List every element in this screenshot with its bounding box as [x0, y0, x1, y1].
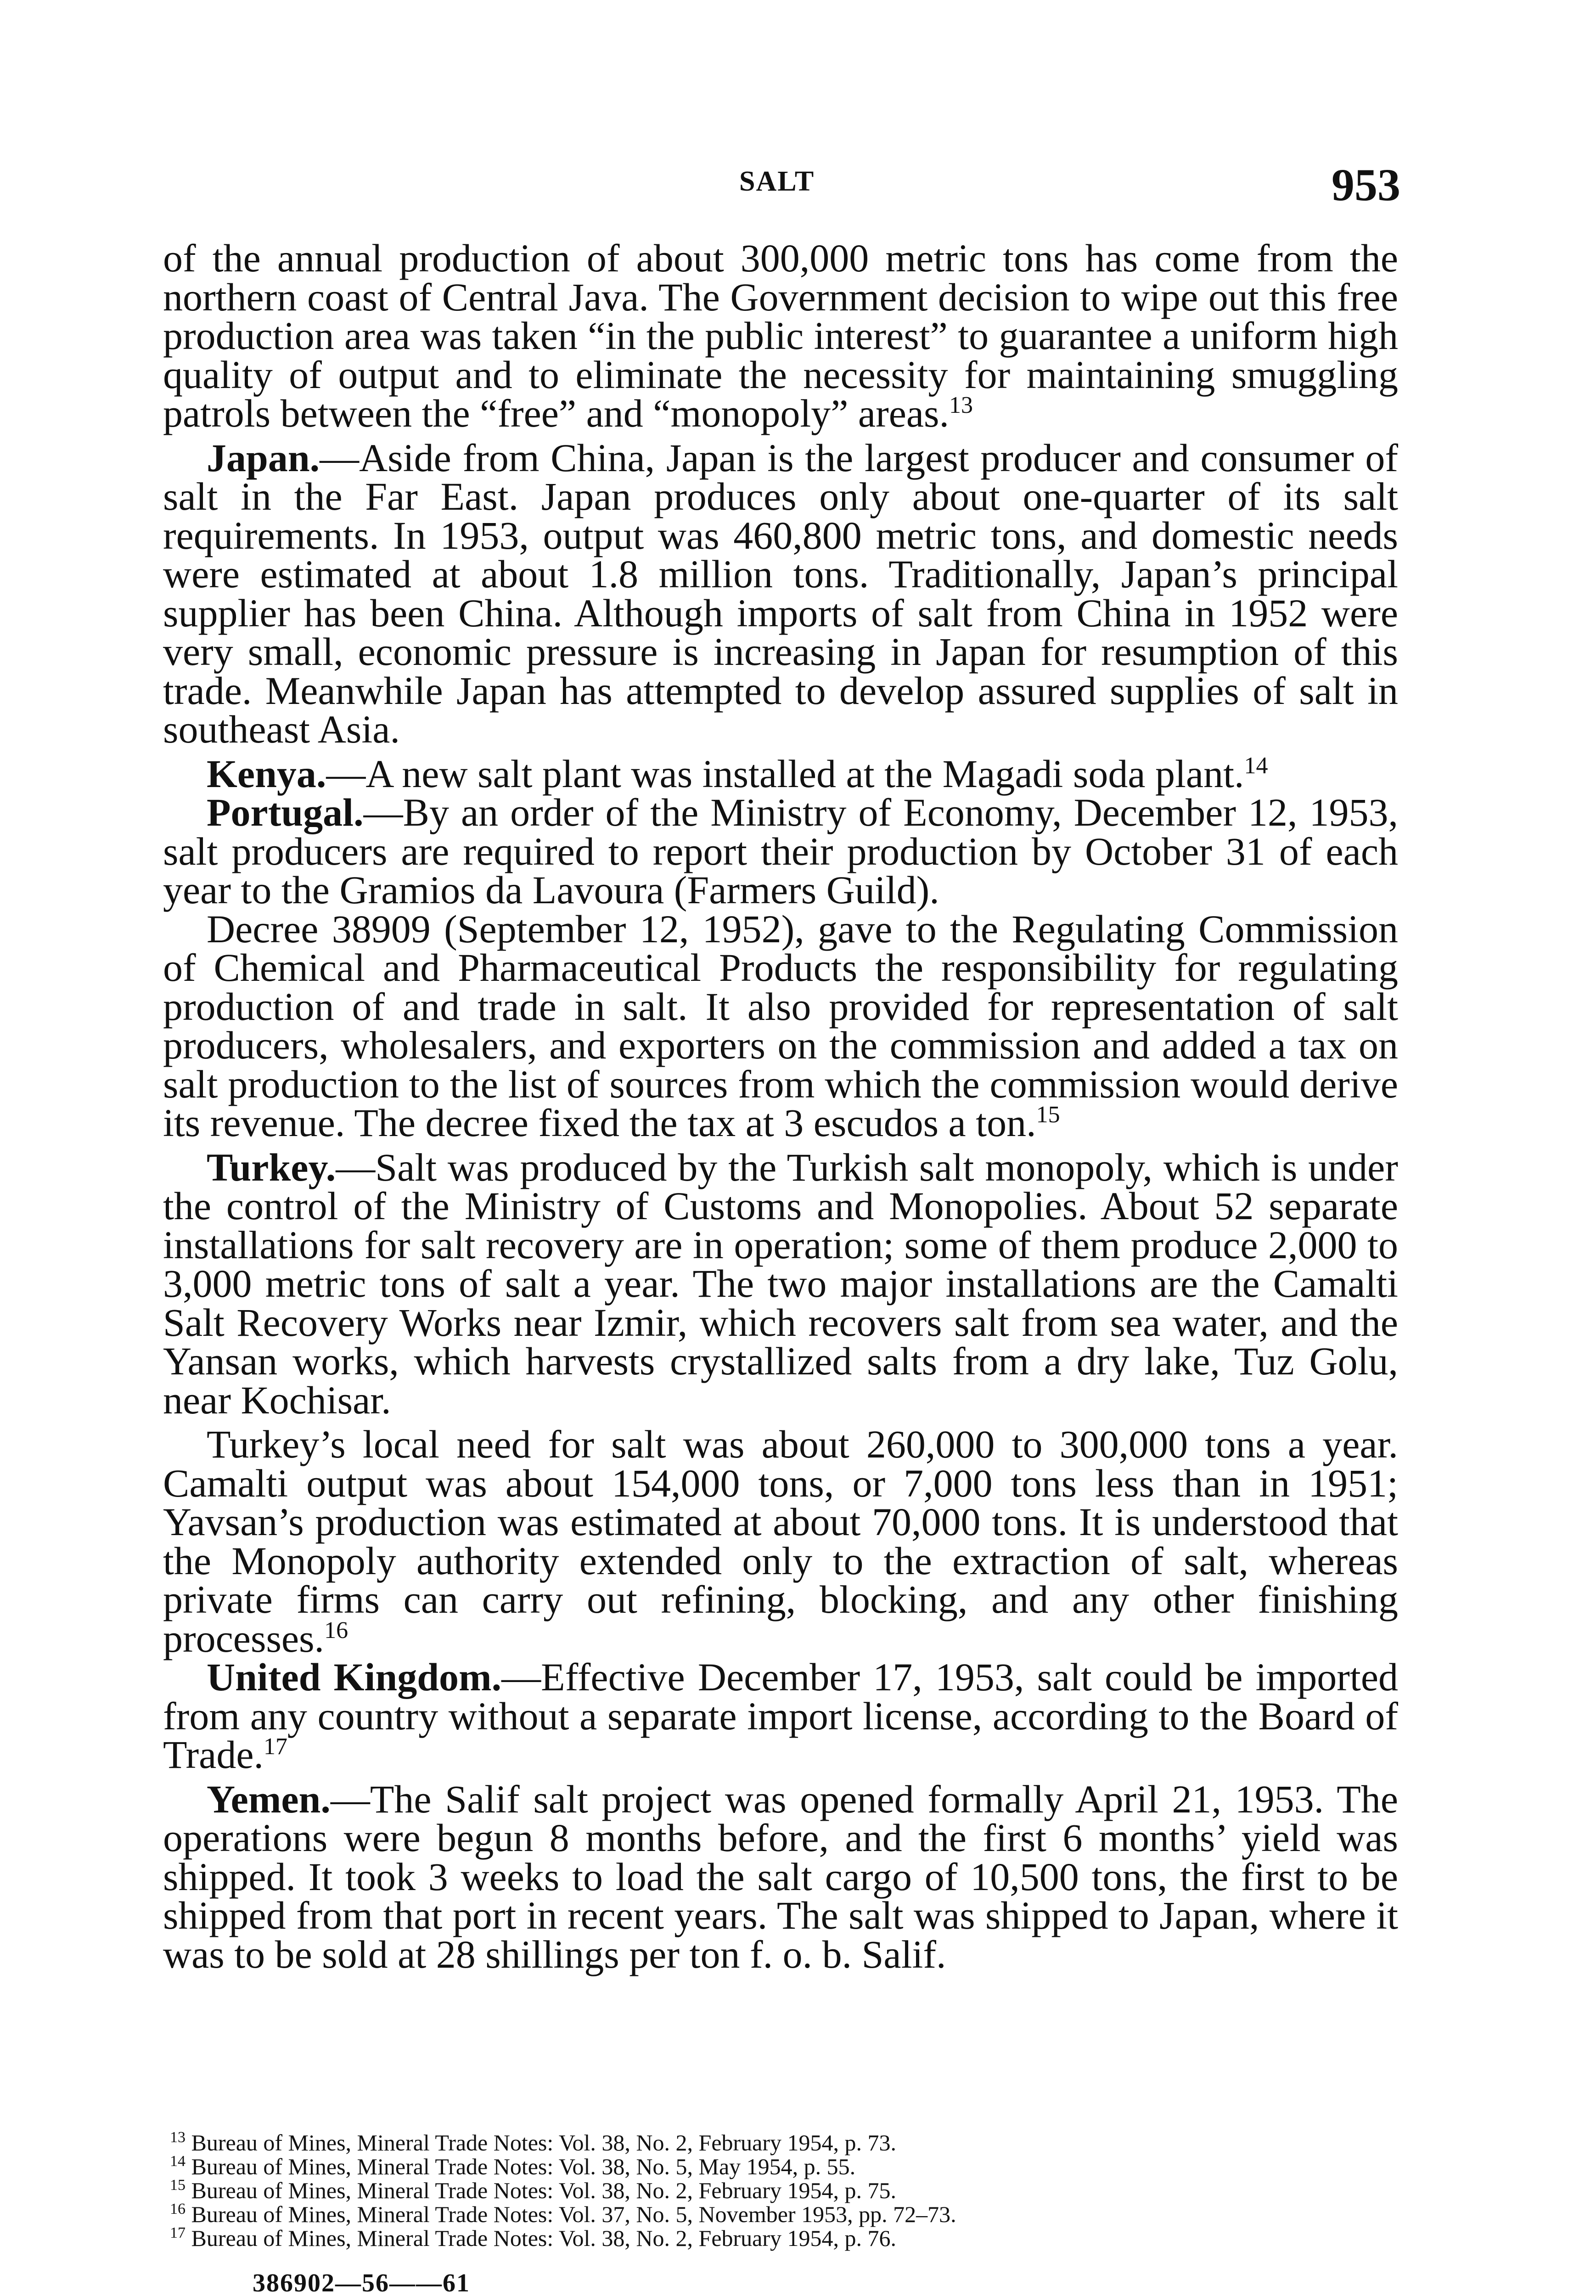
- paragraph-turkey-production: [163, 1422, 1398, 1660]
- running-head: SALT: [739, 166, 815, 197]
- section-heading-yemen: Yemen.: [207, 1777, 331, 1821]
- footnote-text: Bureau of Mines, Mineral Trade Notes: Vol. 38, No. 2, February 1954, p. 75.: [191, 2178, 897, 2203]
- paragraph-text: —By an order of the Ministry of Economy, December 12, 1953, salt producers are required to report their production by October 31 of each year to the Gramios da Lavoura (Farmers Guild).: [163, 790, 1398, 912]
- section-heading-kenya: Kenya.: [207, 751, 326, 796]
- paragraph-kenya: [163, 751, 1398, 796]
- footnote-text: Bureau of Mines, Mineral Trade Notes: Vol. 38, No. 5, May 1954, p. 55.: [191, 2154, 856, 2179]
- paragraph-text: Decree 38909 (September 12, 1952), gave to the Regulating Commission of Chemical and Pharmaceutical Products the responsibility for regulating production of and trade in salt. It also provided for representation of salt producers, wholesalers, and exporters on the commission and added a tax on salt production to the list of sources from which the commission would derive its revenue. The decree fixed the tax at 3 escudos a ton.: [163, 906, 1398, 1145]
- footnote: [170, 2202, 1354, 2226]
- paragraph-united-kingdom: [163, 1655, 1398, 1777]
- footnote-ref: 16: [324, 1617, 348, 1643]
- footnote-ref: 13: [949, 392, 973, 418]
- paragraph-text: of the annual production of about 300,000 metric tons has come from the northern coast of Central Java. The Government decision to wipe out this free production area was taken “in the public interest” to guarantee a uniform high quality of output and to eliminate the necessity for maintaining smuggling patrols between the “free” and “monopoly” areas.: [163, 236, 1398, 435]
- footnote-ref: 15: [1036, 1102, 1060, 1128]
- paragraph-text: —Effective December 17, 1953, salt could be imported from any country without a separate import license, according to the Board of Trade.: [163, 1655, 1398, 1777]
- footnote-number: 15: [170, 2177, 185, 2194]
- paragraph-text: —The Salif salt project was opened formally April 21, 1953. The operations were begun 8 months before, and the first 6 months’ yield was shipped. It took 3 weeks to load the salt cargo of 10,500 tons, the first to be shipped from that port in recent years. The salt was shipped to Japan, where it was to be sold at 28 shillings per ton f. o. b. Salif.: [163, 1777, 1398, 1976]
- footnote-number: 16: [170, 2200, 185, 2217]
- footnote: [170, 2131, 1354, 2155]
- section-heading-united-kingdom: United Kingdom.: [207, 1655, 502, 1699]
- footnote: [170, 2226, 1354, 2250]
- footnote-ref: 17: [264, 1733, 287, 1760]
- footnote-text: Bureau of Mines, Mineral Trade Notes: Vol. 38, No. 2, February 1954, p. 76.: [191, 2225, 897, 2251]
- footnote-number: 14: [170, 2153, 185, 2170]
- section-heading-japan: Japan.: [207, 435, 320, 480]
- paragraph-turkey: [163, 1145, 1398, 1422]
- footnote: [170, 2178, 1354, 2202]
- footnote-ref: 14: [1244, 752, 1268, 779]
- page-number: 953: [1332, 159, 1400, 210]
- paragraph-portugal: [163, 790, 1398, 912]
- section-heading-portugal: Portugal.: [207, 790, 364, 834]
- paragraph-java-continuation: [163, 236, 1398, 435]
- footnote-number: 17: [170, 2224, 185, 2241]
- section-heading-turkey: Turkey.: [207, 1145, 336, 1189]
- paragraph-japan: [163, 435, 1398, 751]
- footnote: [170, 2155, 1354, 2178]
- footnote-text: Bureau of Mines, Mineral Trade Notes: Vol. 38, No. 2, February 1954, p. 73.: [191, 2130, 897, 2155]
- footnote-text: Bureau of Mines, Mineral Trade Notes: Vol. 37, No. 5, November 1953, pp. 72–73.: [191, 2201, 956, 2227]
- paragraph-decree: [163, 906, 1398, 1145]
- paragraph-text: Turkey’s local need for salt was about 260,000 to 300,000 tons a year. Camalti output was about 154,000 tons, or 7,000 tons less than in 1951; Yavsan’s production was estimated at about 70,000 tons. It is understood that the Monopoly authority extended only to the extraction of salt, whereas private firms can carry out refining, blocking, and any other finishing processes.: [163, 1422, 1398, 1660]
- footnotes: [170, 2131, 1354, 2250]
- paragraph-text: —Salt was produced by the Turkish salt monopoly, which is under the control of the Ministry of Customs and Monopolies. About 52 separate installations for salt recovery are in operation; some of them produce 2,000 to 3,000 metric tons of salt a year. The two major installations are the Camalti Salt Recovery Works near Izmir, which recovers salt from sea water, and the Yansan works, which harvests crystallized salts from a dry lake, Tuz Golu, near Kochisar.: [163, 1145, 1398, 1422]
- print-code: 386902—56——61: [253, 2269, 470, 2296]
- paragraph-text: —A new salt plant was installed at the Magadi soda plant.: [326, 751, 1244, 796]
- footnote-number: 13: [170, 2129, 185, 2146]
- paragraph-text: —Aside from China, Japan is the largest producer and consumer of salt in the Far East. Japan produces only about one-quarter of its salt requirements. In 1953, output was 460,800 metric tons, and domestic needs were estimated at about 1.8 million tons. Traditionally, Japan’s principal supplier has been China. Although imports of salt from China in 1952 were very small, economic pressure is increasing in Japan for resumption of this trade. Meanwhile Japan has attempted to develop assured supplies of salt in southeast Asia.: [163, 435, 1398, 751]
- paragraph-yemen: [163, 1777, 1398, 1976]
- body-text: [163, 236, 1398, 1976]
